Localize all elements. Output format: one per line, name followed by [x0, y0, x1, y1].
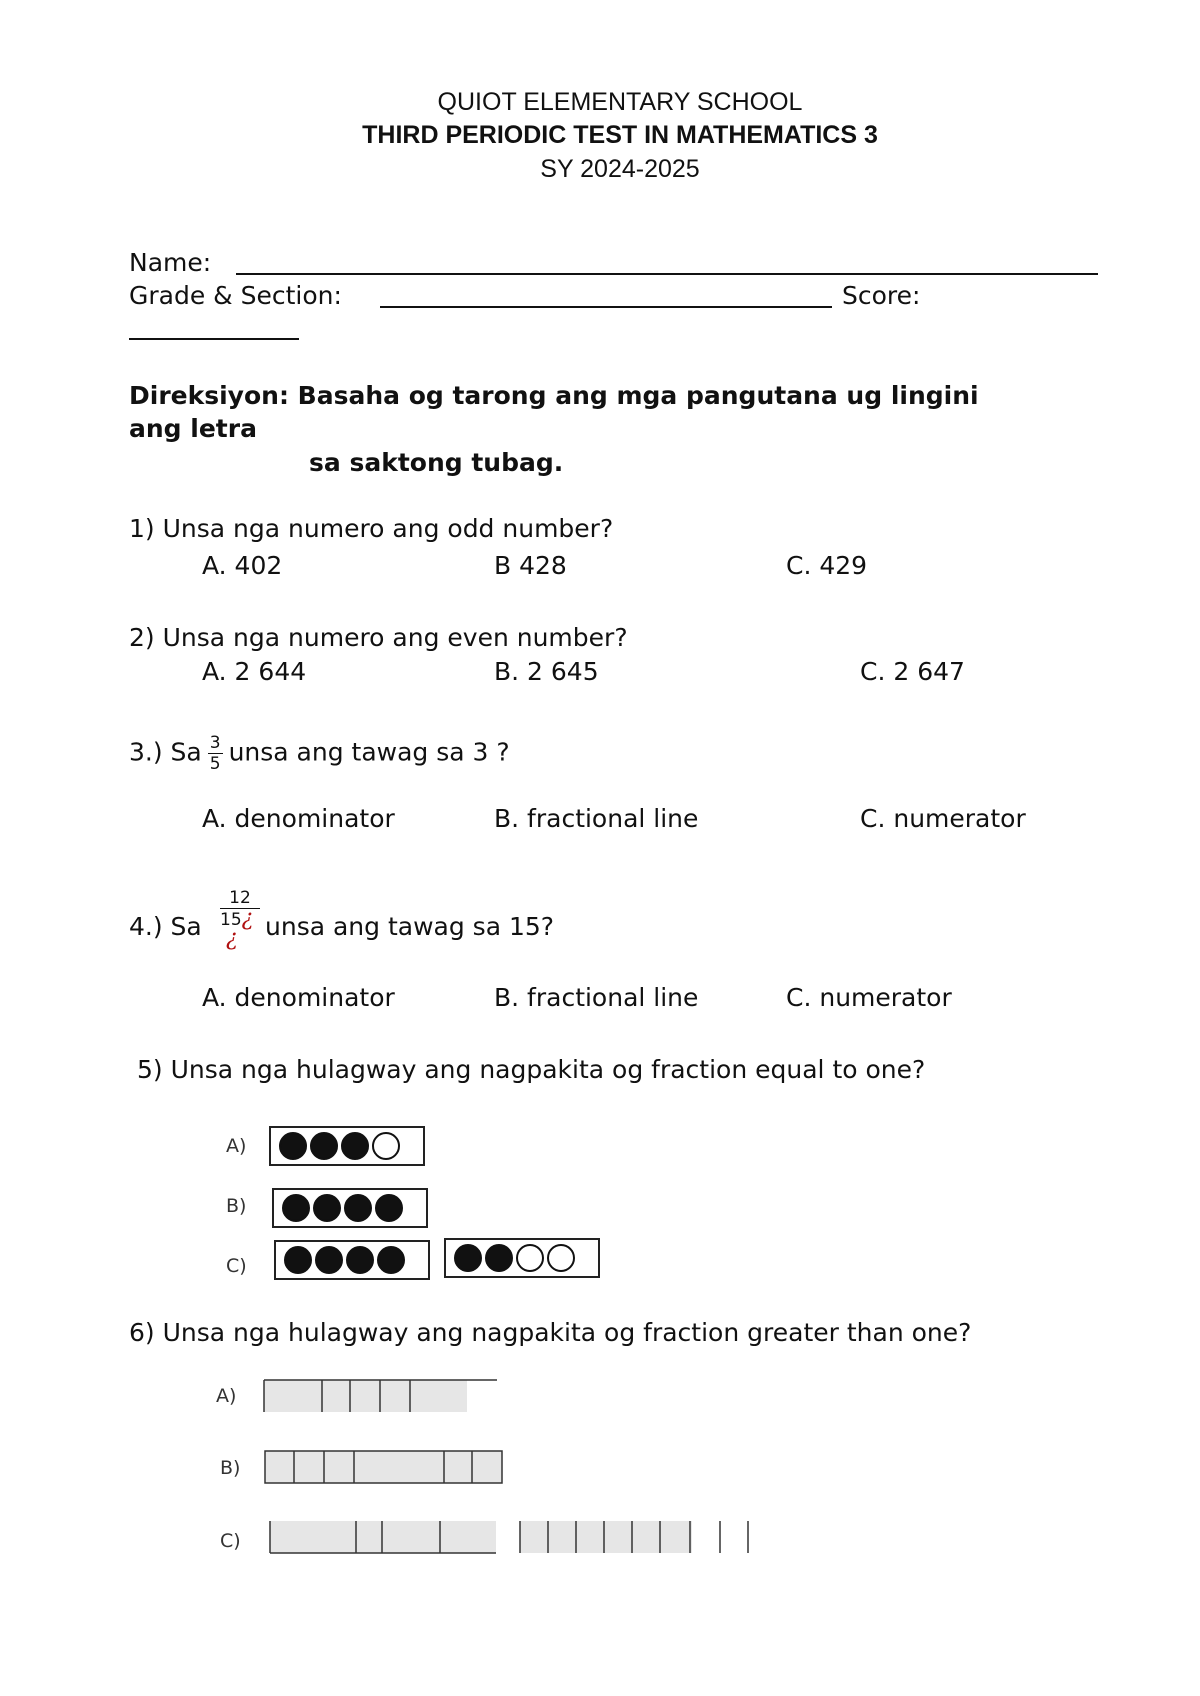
q6-figure-b[interactable]: [265, 1451, 502, 1483]
grade-section-label: Grade & Section:: [129, 281, 342, 310]
q5-label-c: C): [226, 1255, 247, 1277]
q3-denominator: 5: [209, 754, 221, 774]
school-name: QUIOT ELEMENTARY SCHOOL: [437, 88, 803, 116]
name-label: Name:: [129, 248, 212, 277]
q5-label-b: B): [226, 1195, 247, 1217]
question-2: 2) Unsa nga numero ang even number?: [129, 623, 628, 652]
q2-option-a[interactable]: A. 2 644: [202, 657, 307, 686]
directions-line-3: sa saktong tubag.: [309, 448, 564, 477]
q6-figure-c[interactable]: [270, 1521, 748, 1553]
q6-label-a: A): [216, 1385, 237, 1407]
question-1: 1) Unsa nga numero ang odd number?: [129, 514, 614, 543]
directions-line-2: ang letra: [129, 414, 257, 443]
question-4-suffix: unsa ang tawag sa 15?: [265, 912, 555, 941]
q4-numerator: 12: [220, 888, 260, 909]
q1-option-c[interactable]: C. 429: [786, 551, 868, 580]
q3-numerator: 3: [209, 733, 221, 753]
question-6: 6) Unsa nga hulagway ang nagpakita og fraction greater than one?: [129, 1318, 972, 1347]
q4-error-mark-2: ¿: [226, 926, 238, 951]
q3-option-c[interactable]: C. numerator: [860, 804, 1026, 833]
q6-label-c: C): [220, 1530, 241, 1552]
q3-option-b[interactable]: B. fractional line: [494, 804, 699, 833]
q2-option-c[interactable]: C. 2 647: [860, 657, 965, 686]
q4-option-c[interactable]: C. numerator: [786, 983, 952, 1012]
q3-prefix: 3.) Sa: [129, 737, 202, 767]
q6-label-b: B): [220, 1457, 241, 1479]
q1-option-a[interactable]: A. 402: [202, 551, 283, 580]
q5-label-a: A): [226, 1135, 247, 1157]
q6-figure-a[interactable]: [264, 1380, 497, 1412]
q1-option-b[interactable]: B 428: [494, 551, 567, 580]
q4-error-mark-1: ¿: [241, 906, 254, 931]
q4-option-b[interactable]: B. fractional line: [494, 983, 699, 1012]
question-5: 5) Unsa nga hulagway ang nagpakita og fraction equal to one?: [137, 1055, 926, 1084]
directions-line-1: Direksiyon: Basaha og tarong ang mga pangutana ug lingini: [129, 381, 979, 410]
q4-option-a[interactable]: A. denominator: [202, 983, 395, 1012]
q4-denominator: 15: [220, 910, 242, 930]
question-4-prefix: 4.) Sa: [129, 912, 202, 941]
q2-option-b[interactable]: B. 2 645: [494, 657, 599, 686]
test-title: THIRD PERIODIC TEST IN MATHEMATICS 3: [362, 121, 878, 149]
school-year: SY 2024-2025: [540, 155, 700, 183]
score-label: Score:: [842, 281, 921, 310]
q3-suffix: unsa ang tawag sa 3 ?: [228, 737, 510, 767]
q3-option-a[interactable]: A. denominator: [202, 804, 395, 833]
